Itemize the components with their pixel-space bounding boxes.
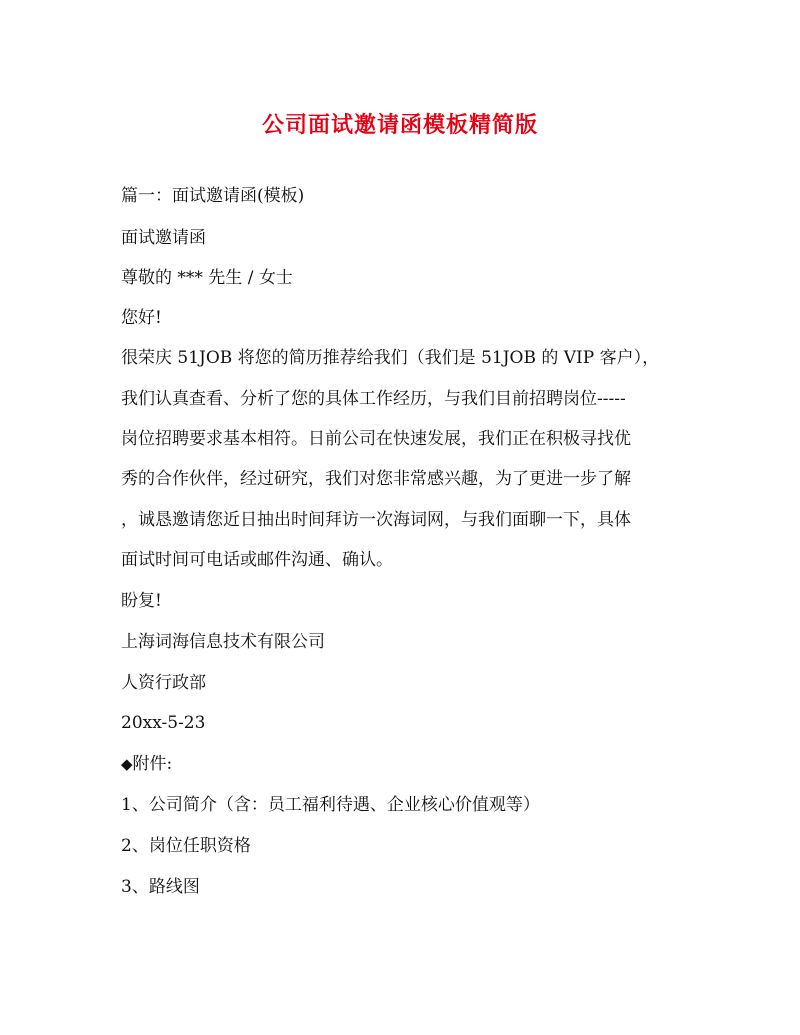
date: 20xx-5-23 [121, 713, 206, 733]
attachments-heading [121, 752, 172, 776]
body-line: 面试时间可电话或邮件沟通、确认。 [121, 550, 393, 570]
document-title: 公司面试邀请函模板精简版 [261, 112, 538, 138]
attachment-item: 1、公司简介（含：员工福利待遇、企业核心价值观等） [121, 795, 540, 815]
letter-heading: 面试邀请函 [121, 228, 206, 248]
salutation: 尊敬的 *** 先生 / 女士 [121, 268, 293, 288]
attachment-item: 3、路线图 [121, 877, 200, 897]
attachment-item: 2、岗位任职资格 [121, 836, 251, 856]
body-line: 秀的合作伙伴，经过研究，我们对您非常感兴趣，为了更进一步了解 [121, 469, 631, 489]
diamond-bullet-icon: ◆ [121, 755, 133, 773]
body-line: 我们认真查看、分析了您的具体工作经历，与我们目前招聘岗位----- [121, 389, 626, 409]
greeting: 您好! [121, 308, 162, 328]
body-line: 很荣庆 51JOB 将您的简历推荐给我们（我们是 51JOB 的 VIP 客户）， [121, 348, 660, 368]
attachments-label: 附件: [132, 754, 173, 774]
body-line: ，诚恳邀请您近日抽出时间拜访一次海词网，与我们面聊一下，具体 [121, 510, 631, 530]
section-heading: 篇一：面试邀请函(模板) [121, 186, 305, 206]
closing: 盼复! [121, 591, 162, 611]
body-line: 岗位招聘要求基本相符。日前公司在快速发展，我们正在积极寻找优 [121, 429, 631, 449]
department: 人资行政部 [121, 673, 206, 693]
company-name: 上海词海信息技术有限公司 [121, 632, 325, 652]
